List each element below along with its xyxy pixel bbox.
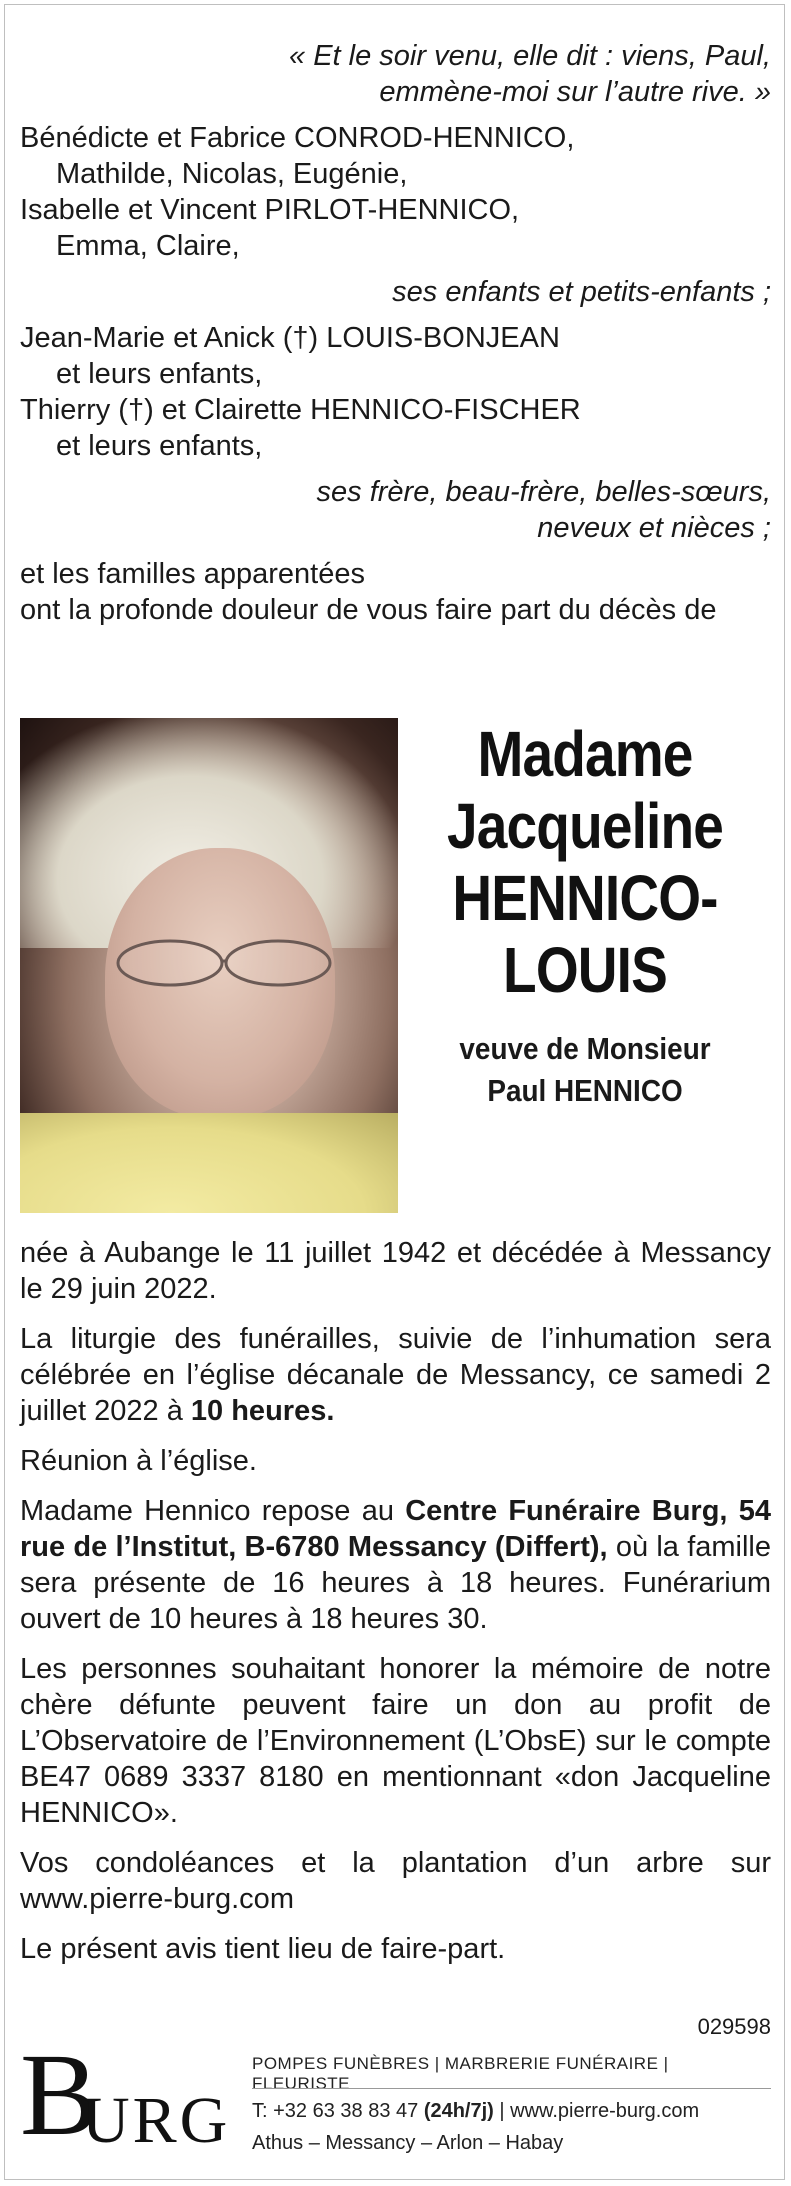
liturgy-time: 10 heures. [190,1395,335,1427]
quote-line-2: emmène-moi sur l’autre rive. » [379,76,771,108]
family-role-siblings-2: neveux et nièces ; [537,512,771,544]
deceased-name-2: Jacqueline [447,790,723,862]
family-line-2: Mathilde, Nicolas, Eugénie, [56,158,408,190]
quote-line-1: « Et le soir venu, elle dit : viens, Paul, [289,40,771,72]
website-text: | www.pierre-burg.com [493,2100,700,2122]
contact-line [252,2100,771,2123]
repose-paragraph [20,1493,771,1637]
logo-letters-urg: URG [82,2084,231,2157]
footer-divider [252,2088,771,2089]
condolences-paragraph: Vos condoléances et la plantation d’un arbre sur www.pierre-burg.com [20,1847,771,1915]
liturgy-paragraph [20,1321,771,1429]
family-line-3: Isabelle et Vincent PIRLOT-HENNICO, [20,194,520,226]
notice-header [20,38,771,628]
reference-number: 029598 [697,2014,771,2039]
donation-paragraph: Les personnes souhaitant honorer la mémoire de notre chère défunte peuvent faire un don au profit de L’Observatoire de l’Environnement (L’ObsE) sur le compte BE47 0689 3337 8180 en mentionnant «don Jacqueline HENNICO». [20,1653,771,1829]
family-line-10: ont la profonde douleur de vous faire part du décès de [20,594,717,626]
deceased-name-3: HENNICO- [452,862,718,934]
family-line-7: Thierry (†) et Clairette HENNICO-FISCHER [20,394,581,426]
repose-address: Centre Funéraire Burg, 54 rue de l’Institut, B-6780 Messancy (Differt), [20,1495,771,1563]
family-line-9: et les familles apparentées [20,558,365,590]
liturgy-text: La liturgie des funérailles, suivie de l’inhumation sera célébrée en l’église décanale de Messancy, ce samedi 2 juillet 2022 à [20,1323,771,1427]
family-line-4: Emma, Claire, [56,230,240,262]
family-line-8: et leurs enfants, [56,430,263,462]
funeral-home-footer [20,2029,771,2168]
family-role-children: ses enfants et petits-enfants ; [392,276,771,308]
burg-logo [20,2029,231,2160]
deceased-name-4: LOUIS [503,934,667,1006]
repose-text-1: Madame Hennico repose au [20,1495,406,1527]
deceased-name-1: Madame [477,718,693,790]
deceased-section [20,718,772,1213]
deceased-name-block [398,718,772,1112]
notice-details [20,1235,771,1981]
glasses-shape [110,933,340,993]
reunion-paragraph: Réunion à l’église. [20,1445,257,1477]
widow-line-1: veuve de Monsieur [459,1031,711,1066]
phone-hours: (24h/7j) [423,2100,494,2122]
family-line-1: Bénédicte et Fabrice CONROD-HENNICO, [20,122,575,154]
phone-text: T: +32 63 38 83 47 [252,2100,424,2122]
deceased-photo [20,718,398,1213]
family-line-5: Jean-Marie et Anick (†) LOUIS-BONJEAN [20,322,560,354]
family-line-6: et leurs enfants, [56,358,263,390]
services-line: POMPES FUNÈBRES | MARBRERIE FUNÉRAIRE | FLEURISTE [252,2054,669,2093]
widow-line-2: Paul HENNICO [487,1073,683,1108]
locations-line: Athus – Messancy – Arlon – Habay [252,2132,564,2154]
birth-death-paragraph: née à Aubange le 11 juillet 1942 et décédée à Messancy le 29 juin 2022. [20,1237,771,1305]
family-role-siblings-1: ses frère, beau-frère, belles-sœurs, [316,476,771,508]
faire-part-paragraph: Le présent avis tient lieu de faire-part. [20,1933,506,1965]
widow-line [417,1028,754,1112]
logo-letter-b: B [20,2029,99,2160]
repose-text-2: où la famille sera présente de 16 heures à 18 heures. Funérarium ouvert de 10 heures à 18 heures 30. [20,1531,771,1635]
